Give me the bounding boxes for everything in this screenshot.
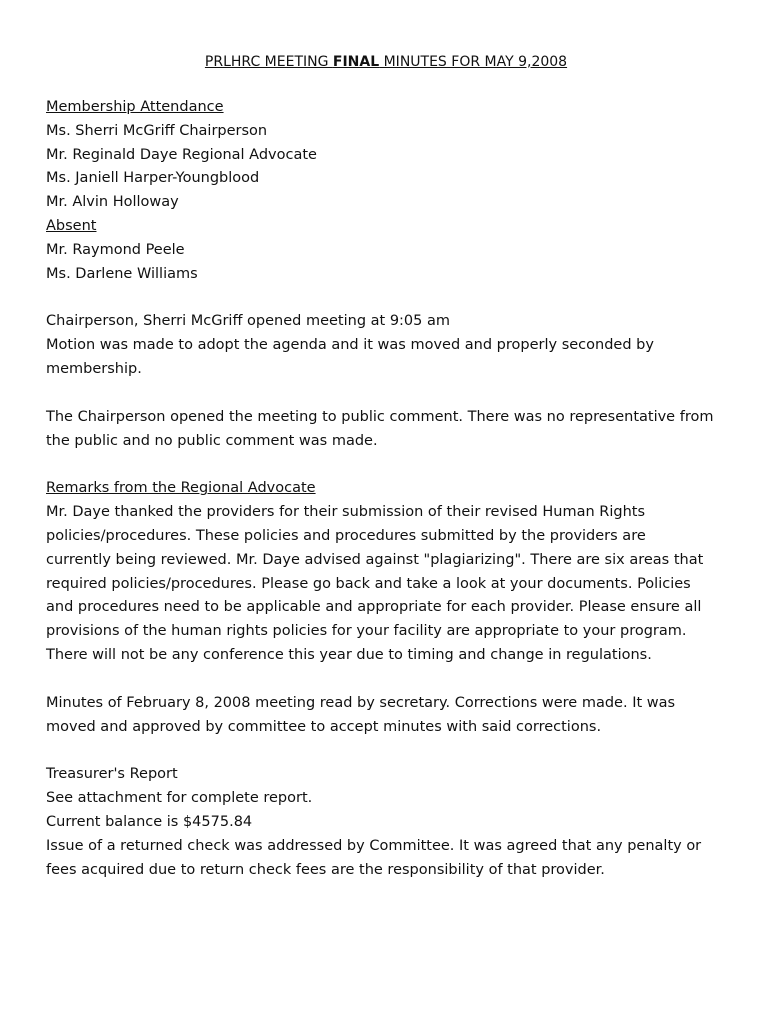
attendance-section (46, 96, 736, 286)
text-line: provisions of the human rights policies for your facility are appropriate to your program. (46, 623, 687, 640)
attendance-heading: Membership Attendance (46, 99, 224, 115)
document-title (46, 52, 726, 72)
document-page (46, 52, 736, 882)
member-line: Mr. Alvin Holloway (46, 194, 179, 211)
text-line: Minutes of February 8, 2008 meeting read by secretary. Corrections were made. It was (46, 694, 676, 711)
text-line: Issue of a returned check was addressed by Committee. It was agreed that any penalty or (46, 837, 702, 854)
spacer (46, 668, 736, 692)
minutes-section (46, 692, 736, 740)
text-line: moved and approved by committee to accept minutes with said corrections. (46, 718, 602, 735)
absent-member-line: Mr. Raymond Peele (46, 241, 185, 258)
text-line: fees acquired due to return check fees are the responsibility of that provider. (46, 861, 605, 878)
text-line: required policies/procedures. Please go back and take a look at your documents. Policies (46, 575, 691, 592)
absent-member-line: Ms. Darlene Williams (46, 265, 198, 282)
treasurer-heading: Treasurer's Report (46, 766, 178, 783)
title-suffix: MINUTES FOR MAY 9,2008 (379, 54, 568, 70)
remarks-heading: Remarks from the Regional Advocate (46, 480, 316, 497)
spacer (46, 739, 736, 763)
title-emphasis: FINAL (332, 54, 380, 70)
text-line: currently being reviewed. Mr. Daye advised against "plagiarizing". There are six areas that (46, 551, 704, 568)
text-line: The Chairperson opened the meeting to public comment. There was no representative from (46, 408, 714, 425)
spacer (46, 286, 736, 310)
text-line: and procedures need to be applicable and appropriate for each provider. Please ensure all (46, 599, 702, 616)
treasurer-section (46, 763, 736, 882)
text-line: See attachment for complete report. (46, 790, 313, 807)
member-line: Ms. Janiell Harper-Youngblood (46, 170, 260, 187)
balance-line: Current balance is $4575.84 (46, 813, 253, 830)
spacer (46, 382, 736, 406)
absent-heading: Absent (46, 217, 97, 234)
remarks-section (46, 477, 736, 667)
text-line: There will not be any conference this year due to timing and change in regulations. (46, 646, 652, 663)
text-line: policies/procedures. These policies and procedures submitted by the providers are (46, 527, 646, 544)
text-line: the public and no public comment was made. (46, 432, 378, 449)
title-prefix: PRLHRC MEETING (204, 54, 333, 70)
text-line: Mr. Daye thanked the providers for their submission of their revised Human Rights (46, 504, 646, 521)
member-line: Mr. Reginald Daye Regional Advocate (46, 146, 317, 163)
text-line: Motion was made to adopt the agenda and it was moved and properly seconded by (46, 337, 654, 354)
text-line: Chairperson, Sherri McGriff opened meeting at 9:05 am (46, 313, 451, 330)
public-comment-section (46, 406, 736, 454)
opening-section (46, 310, 736, 381)
text-line: membership. (46, 360, 142, 377)
member-line: Ms. Sherri McGriff Chairperson (46, 122, 268, 139)
spacer (46, 453, 736, 477)
